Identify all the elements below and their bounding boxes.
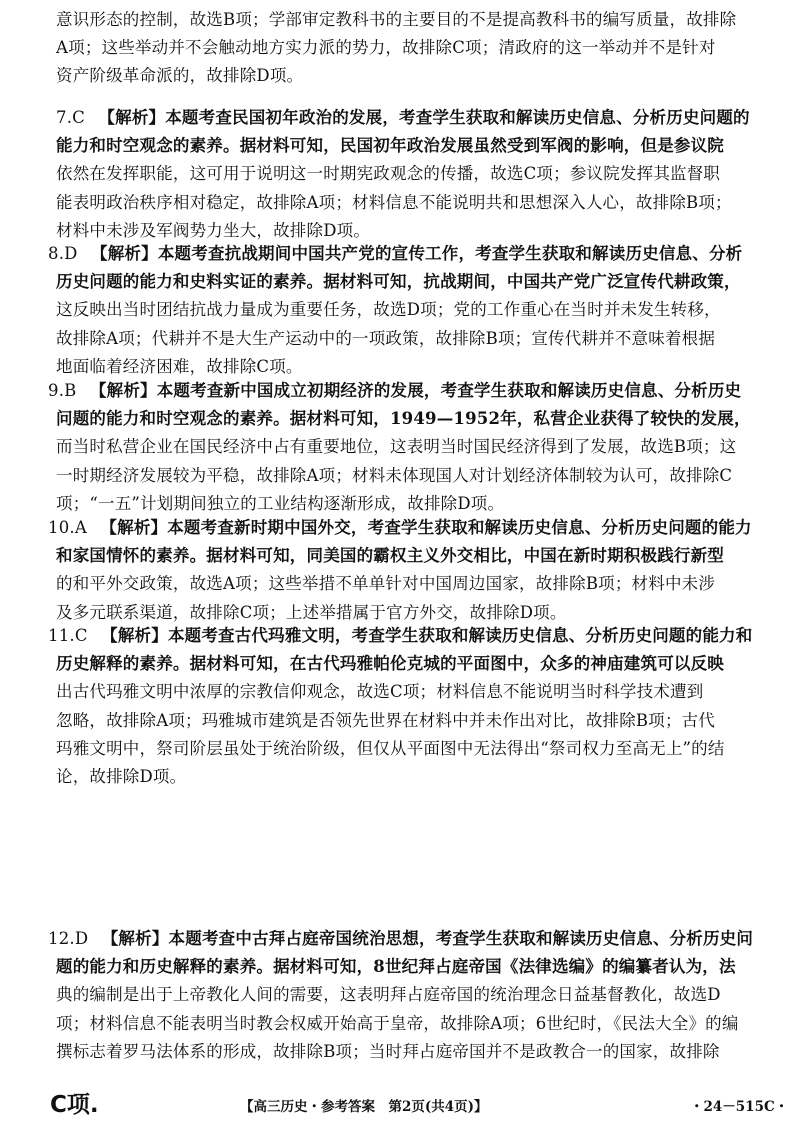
item-line: 历史问题的能力和史料实证的素养。据材料可知，抗战期间，中国共产党广泛宣传代耕政策， xyxy=(56,272,741,292)
footer-code: ・24－515C・ xyxy=(690,1099,789,1115)
item-line: 依然在发挥职能，这可用于说明这一时期宪政观念的传播，故选C项；参议院发挥其监督职 xyxy=(56,164,721,184)
item-number: 7.C xyxy=(56,108,85,127)
analysis-tag: 【解析】 xyxy=(100,518,168,537)
item-number: 12.D xyxy=(48,929,89,948)
analysis-tag: 【解析】 xyxy=(101,929,169,948)
answer-item-9 xyxy=(48,377,772,518)
analysis-tag: 【解析】 xyxy=(98,108,166,127)
answer-item-7 xyxy=(48,104,772,245)
item-line: 项；材料信息不能表明当时教会权威开始高于皇帝，故排除A项；6世纪时，《民法大全》的编 xyxy=(56,1013,739,1033)
item-line: 忽略，故排除A项；玛雅城市建筑是否领先世界在材料中并未作出对比，故排除B项；古代 xyxy=(56,710,716,730)
item-number: 10.A xyxy=(48,518,87,537)
item-line: 这反映出当时团结抗战力量成为重要任务，故选D项；党的工作重心在当时并未发生转移， xyxy=(56,300,721,320)
item-line: 典的编制是出于上帝教化人间的需要，这表明拜占庭帝国的统治理念日益基督教化，故选D xyxy=(56,985,721,1005)
item-line: 材料中未涉及军阀势力坐大，故排除D项。 xyxy=(56,220,371,240)
footer-title: 【高三历史・参考答案 第2页(共4页)】 xyxy=(240,1099,488,1115)
intro-line: A项；这些举动并不会触动地方实力派的势力，故排除C项；清政府的这一举动并不是针对 xyxy=(56,38,716,58)
item-line: 及多元联系渠道，故排除C项；上述举措属于官方外交，故排除D项。 xyxy=(56,602,567,622)
item-lead: 本题考查中古拜占庭帝国统治思想，考查学生获取和解读历史信息、分析历史问 xyxy=(168,929,754,948)
analysis-tag: 【解析】 xyxy=(89,381,157,400)
intro-paragraph xyxy=(48,6,772,91)
item-line: 题的能力和历史解释的素养。据材料可知，8世纪拜占庭帝国《法律选编》的编纂者认为，法 xyxy=(56,957,736,977)
intro-line: 资产阶级革命派的，故排除D项。 xyxy=(56,66,304,86)
item-line: 能表明政治秩序相对稳定，故排除A项；材料信息不能说明共和思想深入人心，故排除B项； xyxy=(56,192,732,212)
item-lead: 本题考查抗战期间中国共产党的宣传工作，考查学生获取和解读历史信息、分析 xyxy=(157,244,743,263)
item-lead: 本题考查新时期中国外交，考查学生获取和解读历史信息、分析历史问题的能力 xyxy=(167,518,752,537)
item-line: 出古代玛雅文明中浓厚的宗教信仰观念，故选C项；材料信息不能说明当时科学技术遭到 xyxy=(56,682,704,702)
item-line: 能力和时空观念的素养。据材料可知，民国初年政治发展虽然受到军阀的影响，但是参议院 xyxy=(56,136,724,156)
item-line: 问题的能力和时空观念的素养。据材料可知，1949—1952年，私营企业获得了较快的发展， xyxy=(56,409,751,429)
item-line: 一时期经济发展较为平稳，故排除A项；材料未体现国人对计划经济体制较为认可，故排除C xyxy=(56,465,733,485)
answer-item-11 xyxy=(48,622,772,791)
item-lead: 本题考查古代玛雅文明，考查学生获取和解读历史信息、分析历史问题的能力和 xyxy=(167,626,753,645)
item-line: 地面临着经济困难，故排除C项。 xyxy=(56,356,303,376)
item-number: 8.D xyxy=(48,244,78,263)
intro-line: 意识形态的控制，故选B项；学部审定教科书的主要目的不是提高教科书的编写质量，故排除 xyxy=(56,10,737,29)
item-line: 和家国情怀的素养。据材料可知，同美国的霸权主义外交相比，中国在新时期积极践行新型 xyxy=(56,546,724,566)
item-lead: 本题考查新中国成立初期经济的发展，考查学生获取和解读历史信息、分析历史 xyxy=(156,381,742,400)
item-number: 11.C xyxy=(48,626,88,645)
item-line: 而当时私营企业在国民经济中占有重要地位，这表明当时国民经济得到了发展，故选B项；这 xyxy=(56,437,737,457)
item-line: 论，故排除D项。 xyxy=(56,767,187,787)
item-line: 项；“一五”计划期间独立的工业结构逐渐形成，故排除D项。 xyxy=(56,493,505,513)
item-line: 的和平外交政策，故选A项；这些举措不单单针对中国周边国家，故排除B项；材料中未涉 xyxy=(56,574,716,594)
item-lead: 本题考查民国初年政治的发展，考查学生获取和解读历史信息、分析历史问题的 xyxy=(165,108,750,127)
answer-item-8 xyxy=(48,240,772,381)
item-line: 撰标志着罗马法体系的形成，故排除B项；当时拜占庭帝国并不是政教合一的国家，故排除 xyxy=(56,1041,720,1061)
analysis-tag: 【解析】 xyxy=(91,244,158,263)
analysis-tag: 【解析】 xyxy=(101,626,168,645)
answer-item-10 xyxy=(48,514,772,627)
item-line: 玛雅文明中，祭司阶层虽处于统治阶级，但仅从平面图中无法得出“祭司权力至高无上”的结 xyxy=(56,738,725,758)
answer-item-12 xyxy=(48,925,772,1066)
item-number: 9.B xyxy=(48,381,77,400)
trailing-text: C项. xyxy=(50,1092,99,1118)
page-footer xyxy=(240,1095,789,1115)
item-line: 历史解释的素养。据材料可知，在古代玛雅帕伦克城的平面图中，众多的神庙建筑可以反映 xyxy=(56,654,724,674)
item-line: 故排除A项；代耕并不是大生产运动中的一项政策，故排除B项；宣传代耕并不意味着根据 xyxy=(56,328,716,348)
